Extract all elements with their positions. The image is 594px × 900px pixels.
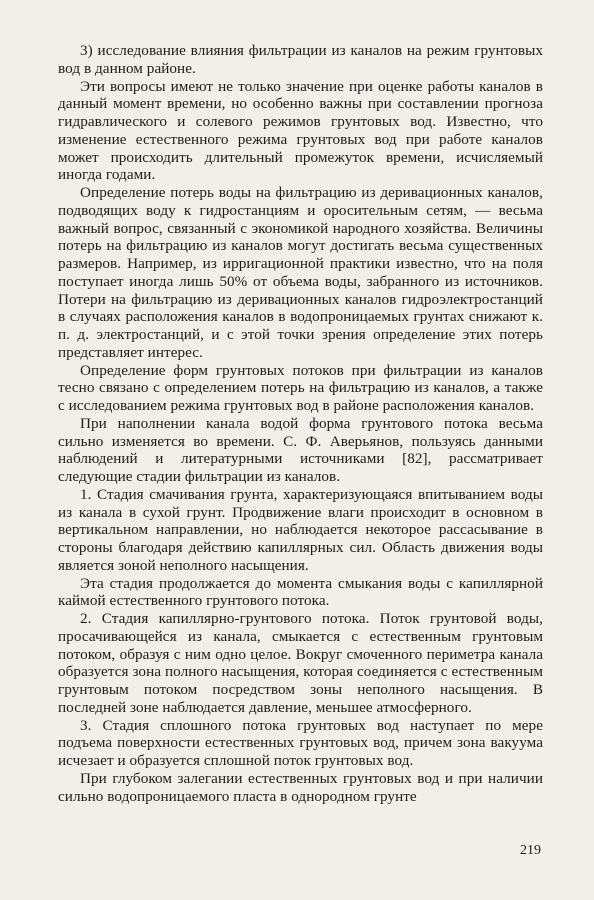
paragraph-1: 3) исследование влияния фильтрации из каналов на режим грунтовых вод в данном районе. [58, 42, 543, 77]
body-text [58, 42, 543, 805]
paragraph-4: Определение форм грунтовых потоков при фильтрации из каналов тесно связано с определением потерь на фильтрацию из каналов, а также с исследованием режима грунтовых вод в районе расположения каналов. [58, 361, 543, 414]
page-number: 219 [520, 843, 541, 858]
paragraph-2: Эти вопросы имеют не только значение при оценке работы каналов в данный момент времени, но особенно важны при составлении прогноза гидравлического и солевого режимов грунтовых вод. Известно, что изменение естественного режима грунтовых вод при работе каналов может происходить длительный промежуток времени, исчисляемый иногда годами. [58, 77, 543, 184]
paragraph-6: 1. Стадия смачивания грунта, характеризующаяся впитыванием воды из канала в сухой грунт. Продвижение влаги происходит в основном в вертикальном направлении, но наблюдается некоторое рассасывание в стороны благодаря действию капиллярных сил. Область движения воды является зоной неполного насыщения. [58, 485, 543, 574]
paragraph-5: При наполнении канала водой форма грунтового потока весьма сильно изменяется во времени. С. Ф. Аверьянов, пользуясь данными наблюдений и литературными источниками [82], рассматривает следующие стадии фильтрации из каналов. [58, 414, 543, 485]
paragraph-3: Определение потерь воды на фильтрацию из деривационных каналов, подводящих воду к гидростанциям и оросительным сетям, — весьма важный вопрос, связанный с экономикой народного хозяйства. Величины потерь на фильтрацию из каналов могут достигать весьма существенных размеров. Например, из ирригационной практики известно, что на поля поступает иногда лишь 50% от объема воды, забранного из источников. Потери на фильтрацию из деривационных каналов гидроэлектростанций в случаях расположения каналов в водопроницаемых грунтах снижают к. п. д. электростанций, и с этой точки зрения определение этих потерь представляет интерес. [58, 184, 543, 361]
paragraph-10: При глубоком залегании естественных грунтовых вод и при наличии сильно водопроницаемого пласта в однородном грунте [58, 769, 543, 805]
paragraph-8: 2. Стадия капиллярно-грунтового потока. Поток грунтовой воды, просачивающейся из канала, смыкается с естественным грунтовым потоком, образуя с ним одно целое. Вокруг смоченного периметра канала образуется зона полного насыщения, которая соединяется с естественным грунтовым потоком посредством зоны неполного насыщения. В последней зоне наблюдается давление, меньшее атмосферного. [58, 610, 543, 716]
paragraph-7: Эта стадия продолжается до момента смыкания воды с капиллярной каймой естественного грунтового потока. [58, 574, 543, 610]
paragraph-9: 3. Стадия сплошного потока грунтовых вод наступает по мере подъема поверхности естественных грунтовых вод, причем зона вакуума исчезает и образуется сплошной поток грунтовых вод. [58, 716, 543, 769]
